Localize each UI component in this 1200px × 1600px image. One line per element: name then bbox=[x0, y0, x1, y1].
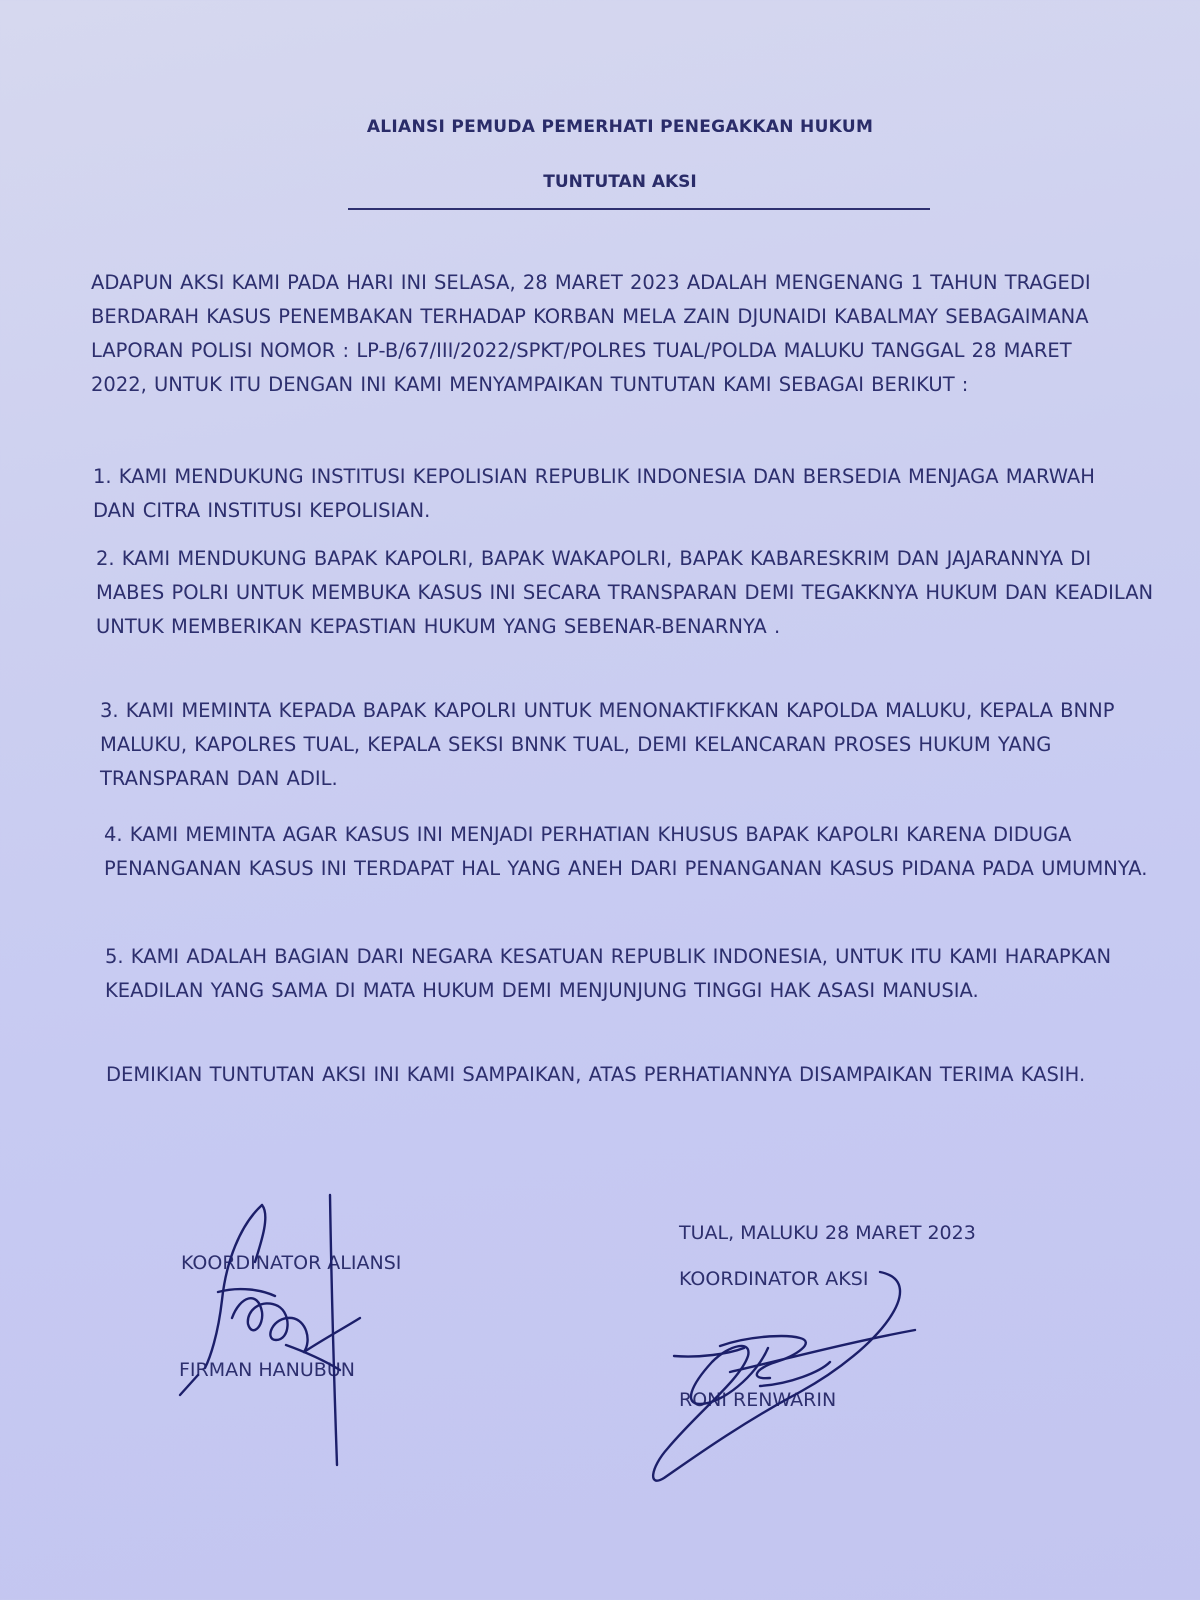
right-signatory-role: KOORDINATOR AKSI bbox=[679, 1268, 869, 1290]
right-signatory-name: RONI RENWARIN bbox=[679, 1389, 837, 1411]
demand-item-1: 1. KAMI MENDUKUNG INSTITUSI KEPOLISIAN REPUBLIK INDONESIA DAN BERSEDIA MENJAGA MARWAH DAN CITRA INSTITUSI KEPOLISIAN. bbox=[93, 465, 1095, 522]
left-signatory-name: FIRMAN HANUBUN bbox=[179, 1359, 355, 1381]
demand-item-2: 2. KAMI MENDUKUNG BAPAK KAPOLRI, BAPAK WAKAPOLRI, BAPAK KABARESKRIM DAN JAJARANNYA DI MABES POLRI UNTUK MEMBUKA KASUS INI SECARA TRANSPARAN DEMI TEGAKKNYA HUKUM DAN KEADILAN UNTUK MEMBERIKAN KEPASTIAN HUKUM YANG SEBENAR-BENARNYA . bbox=[96, 547, 1154, 638]
closing-paragraph: DEMIKIAN TUNTUTAN AKSI INI KAMI SAMPAIKAN, ATAS PERHATIANNYA DISAMPAIKAN TERIMA KASIH. bbox=[106, 1063, 1086, 1086]
demand-item-3: 3. KAMI MEMINTA KEPADA BAPAK KAPOLRI UNTUK MENONAKTIFKKAN KAPOLDA MALUKU, KEPALA BNNP MALUKU, KAPOLRES TUAL, KEPALA SEKSI BNNK TUAL, DEMI KELANCARAN PROSES HUKUM YANG TRANSPARAN DAN ADIL. bbox=[100, 699, 1115, 790]
place-and-date: TUAL, MALUKU 28 MARET 2023 bbox=[679, 1222, 976, 1244]
title-underline bbox=[348, 208, 930, 210]
right-signature bbox=[653, 1272, 915, 1481]
intro-paragraph: ADAPUN AKSI KAMI PADA HARI INI SELASA, 28 MARET 2023 ADALAH MENGENANG 1 TAHUN TRAGEDI BERDARAH KASUS PENEMBAKAN TERHADAP KORBAN MELA ZAIN DJUNAIDI KABALMAY SEBAGAIMANA LAPORAN POLISI NOMOR : LP-B/67/III/2022/SPKT/POLRES TUAL/POLDA MALUKU TANGGAL 28 MARET 2022, UNTUK ITU DENGAN INI KAMI MENYAMPAIKAN TUNTUTAN KAMI SEBAGAI BERIKUT : bbox=[91, 271, 1091, 396]
document-title: TUNTUTAN AKSI bbox=[543, 172, 697, 192]
demand-item-4: 4. KAMI MEMINTA AGAR KASUS INI MENJADI PERHATIAN KHUSUS BAPAK KAPOLRI KARENA DIDUGA PENANGANAN KASUS INI TERDAPAT HAL YANG ANEH DARI PENANGANAN KASUS PIDANA PADA UMUMNYA. bbox=[104, 823, 1148, 880]
organization-heading: ALIANSI PEMUDA PEMERHATI PENEGAKKAN HUKUM bbox=[366, 117, 874, 137]
left-signatory-role: KOORDINATOR ALIANSI bbox=[181, 1252, 402, 1274]
left-signature bbox=[180, 1195, 360, 1465]
demand-item-5: 5. KAMI ADALAH BAGIAN DARI NEGARA KESATUAN REPUBLIK INDONESIA, UNTUK ITU KAMI HARAPKAN KEADILAN YANG SAMA DI MATA HUKUM DEMI MENJUNJUNG TINGGI HAK ASASI MANUSIA. bbox=[105, 945, 1112, 1002]
